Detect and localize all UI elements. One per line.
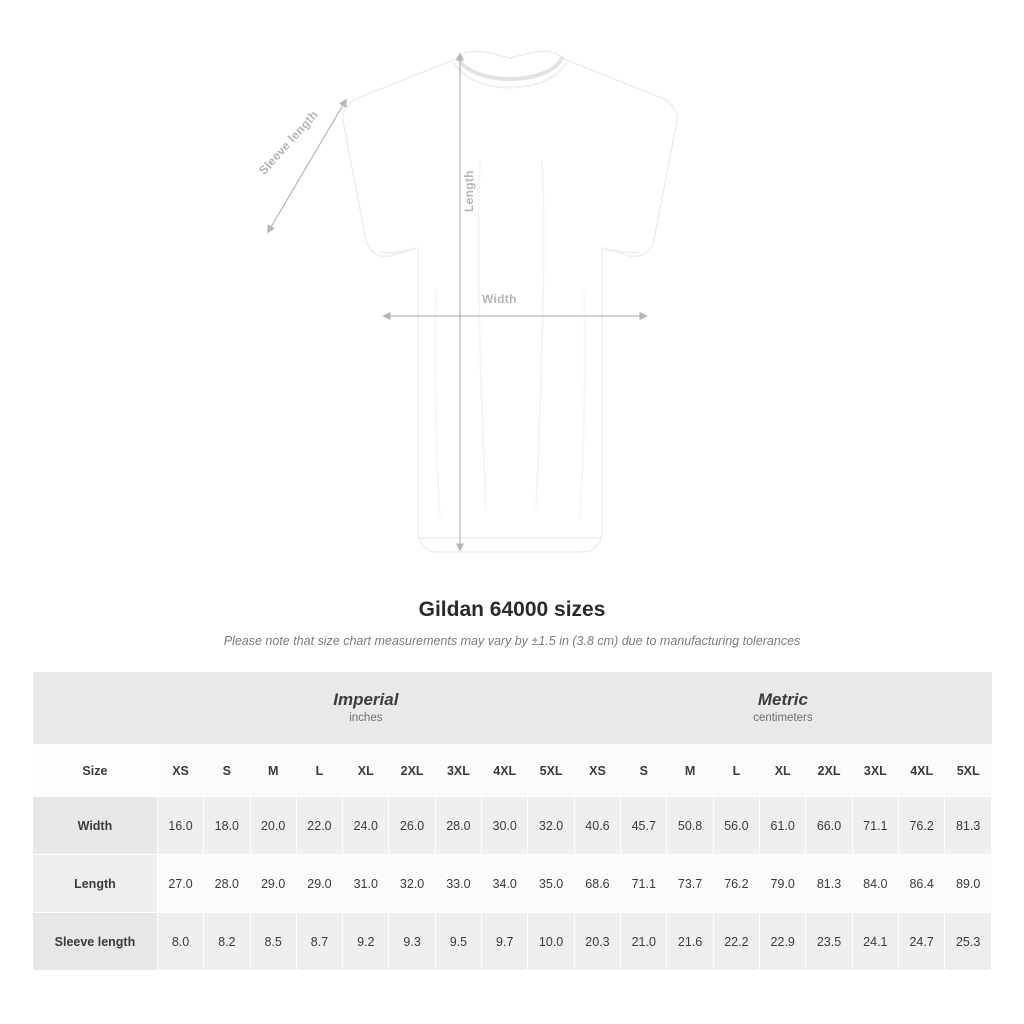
cell-width-metric-s: 45.7: [621, 797, 667, 855]
cell-width-metric-xl: 61.0: [760, 797, 806, 855]
table-row: [33, 797, 992, 855]
cell-length-metric-5xl: 89.0: [945, 855, 992, 913]
cell-length-metric-xs: 68.6: [574, 855, 620, 913]
cell-length-metric-l: 76.2: [713, 855, 759, 913]
table-row: [33, 855, 992, 913]
system-name-imperial: Imperial: [333, 689, 399, 709]
size-header-cell: Size: [33, 745, 158, 797]
cell-length-imperial-4xl: 34.0: [482, 855, 528, 913]
cell-sleeve-metric-l: 22.2: [713, 913, 759, 971]
size-header-row: [33, 745, 992, 797]
size-col-metric-2xl: 2XL: [806, 745, 852, 797]
size-col-metric-4xl: 4XL: [899, 745, 945, 797]
size-col-imperial-m: M: [250, 745, 296, 797]
system-header-row: [33, 672, 992, 745]
cell-sleeve-imperial-l: 8.7: [296, 913, 342, 971]
cell-width-imperial-m: 20.0: [250, 797, 296, 855]
size-col-metric-3xl: 3XL: [852, 745, 898, 797]
size-col-metric-xl: XL: [760, 745, 806, 797]
size-col-imperial-xs: XS: [157, 745, 203, 797]
system-header-imperial: [157, 672, 574, 745]
cell-width-imperial-xl: 24.0: [343, 797, 389, 855]
size-col-imperial-xl: XL: [343, 745, 389, 797]
cell-length-imperial-3xl: 33.0: [435, 855, 481, 913]
cell-width-metric-3xl: 71.1: [852, 797, 898, 855]
table-row: [33, 913, 992, 971]
cell-length-imperial-xl: 31.0: [343, 855, 389, 913]
cell-sleeve-metric-3xl: 24.1: [852, 913, 898, 971]
size-col-imperial-l: L: [296, 745, 342, 797]
page-title: Gildan 64000 sizes: [418, 598, 606, 621]
cell-sleeve-imperial-4xl: 9.7: [482, 913, 528, 971]
system-unit-imperial: inches: [349, 712, 383, 724]
tolerance-note: Please note that size chart measurements may vary by ±1.5 in (3.8 cm) due to manufacturing tolerances: [223, 634, 801, 648]
row-label-length: Length: [33, 855, 158, 913]
cell-width-metric-l: 56.0: [713, 797, 759, 855]
size-col-imperial-4xl: 4XL: [482, 745, 528, 797]
cell-sleeve-imperial-m: 8.5: [250, 913, 296, 971]
cell-width-imperial-l: 22.0: [296, 797, 342, 855]
cell-length-metric-xl: 79.0: [760, 855, 806, 913]
system-name-metric: Metric: [757, 689, 808, 709]
cell-width-imperial-s: 18.0: [204, 797, 250, 855]
width-label: Width: [482, 292, 517, 306]
cell-width-metric-4xl: 76.2: [899, 797, 945, 855]
cell-sleeve-metric-2xl: 23.5: [806, 913, 852, 971]
cell-length-metric-2xl: 81.3: [806, 855, 852, 913]
size-col-imperial-3xl: 3XL: [435, 745, 481, 797]
cell-length-metric-s: 71.1: [621, 855, 667, 913]
size-col-metric-5xl: 5XL: [945, 745, 992, 797]
size-col-imperial-2xl: 2XL: [389, 745, 435, 797]
cell-sleeve-metric-4xl: 24.7: [899, 913, 945, 971]
cell-width-imperial-xs: 16.0: [157, 797, 203, 855]
cell-sleeve-metric-xl: 22.9: [760, 913, 806, 971]
cell-length-imperial-2xl: 32.0: [389, 855, 435, 913]
size-table: [32, 672, 992, 971]
cell-length-imperial-xs: 27.0: [157, 855, 203, 913]
size-col-metric-xs: XS: [574, 745, 620, 797]
cell-width-imperial-5xl: 32.0: [528, 797, 574, 855]
cell-width-imperial-3xl: 28.0: [435, 797, 481, 855]
cell-width-metric-5xl: 81.3: [945, 797, 992, 855]
cell-width-metric-xs: 40.6: [574, 797, 620, 855]
size-col-imperial-5xl: 5XL: [528, 745, 574, 797]
cell-sleeve-imperial-xl: 9.2: [343, 913, 389, 971]
cell-sleeve-metric-m: 21.6: [667, 913, 713, 971]
cell-sleeve-imperial-5xl: 10.0: [528, 913, 574, 971]
row-label-width: Width: [33, 797, 158, 855]
row-label-sleeve-length: Sleeve length: [33, 913, 158, 971]
cell-length-metric-3xl: 84.0: [852, 855, 898, 913]
cell-width-metric-2xl: 66.0: [806, 797, 852, 855]
cell-length-imperial-m: 29.0: [250, 855, 296, 913]
length-label: Length: [462, 170, 476, 212]
system-unit-metric: centimeters: [753, 712, 813, 724]
cell-length-metric-4xl: 86.4: [899, 855, 945, 913]
cell-sleeve-imperial-xs: 8.0: [157, 913, 203, 971]
system-header-metric: [574, 672, 991, 745]
title-block: [0, 598, 1024, 648]
cell-length-imperial-5xl: 35.0: [528, 855, 574, 913]
size-col-imperial-s: S: [204, 745, 250, 797]
cell-sleeve-imperial-s: 8.2: [204, 913, 250, 971]
size-col-metric-m: M: [667, 745, 713, 797]
cell-sleeve-imperial-2xl: 9.3: [389, 913, 435, 971]
cell-length-imperial-l: 29.0: [296, 855, 342, 913]
cell-sleeve-metric-s: 21.0: [621, 913, 667, 971]
cell-length-metric-m: 73.7: [667, 855, 713, 913]
size-col-metric-l: L: [713, 745, 759, 797]
cell-sleeve-metric-xs: 20.3: [574, 913, 620, 971]
size-table-container: [32, 672, 992, 971]
cell-width-imperial-2xl: 26.0: [389, 797, 435, 855]
cell-width-metric-m: 50.8: [667, 797, 713, 855]
cell-width-imperial-4xl: 30.0: [482, 797, 528, 855]
cell-sleeve-imperial-3xl: 9.5: [435, 913, 481, 971]
cell-length-imperial-s: 28.0: [204, 855, 250, 913]
cell-sleeve-metric-5xl: 25.3: [945, 913, 992, 971]
size-col-metric-s: S: [621, 745, 667, 797]
system-header-spacer: [33, 672, 158, 745]
sleeve-length-label: Sleeve length: [256, 107, 321, 178]
